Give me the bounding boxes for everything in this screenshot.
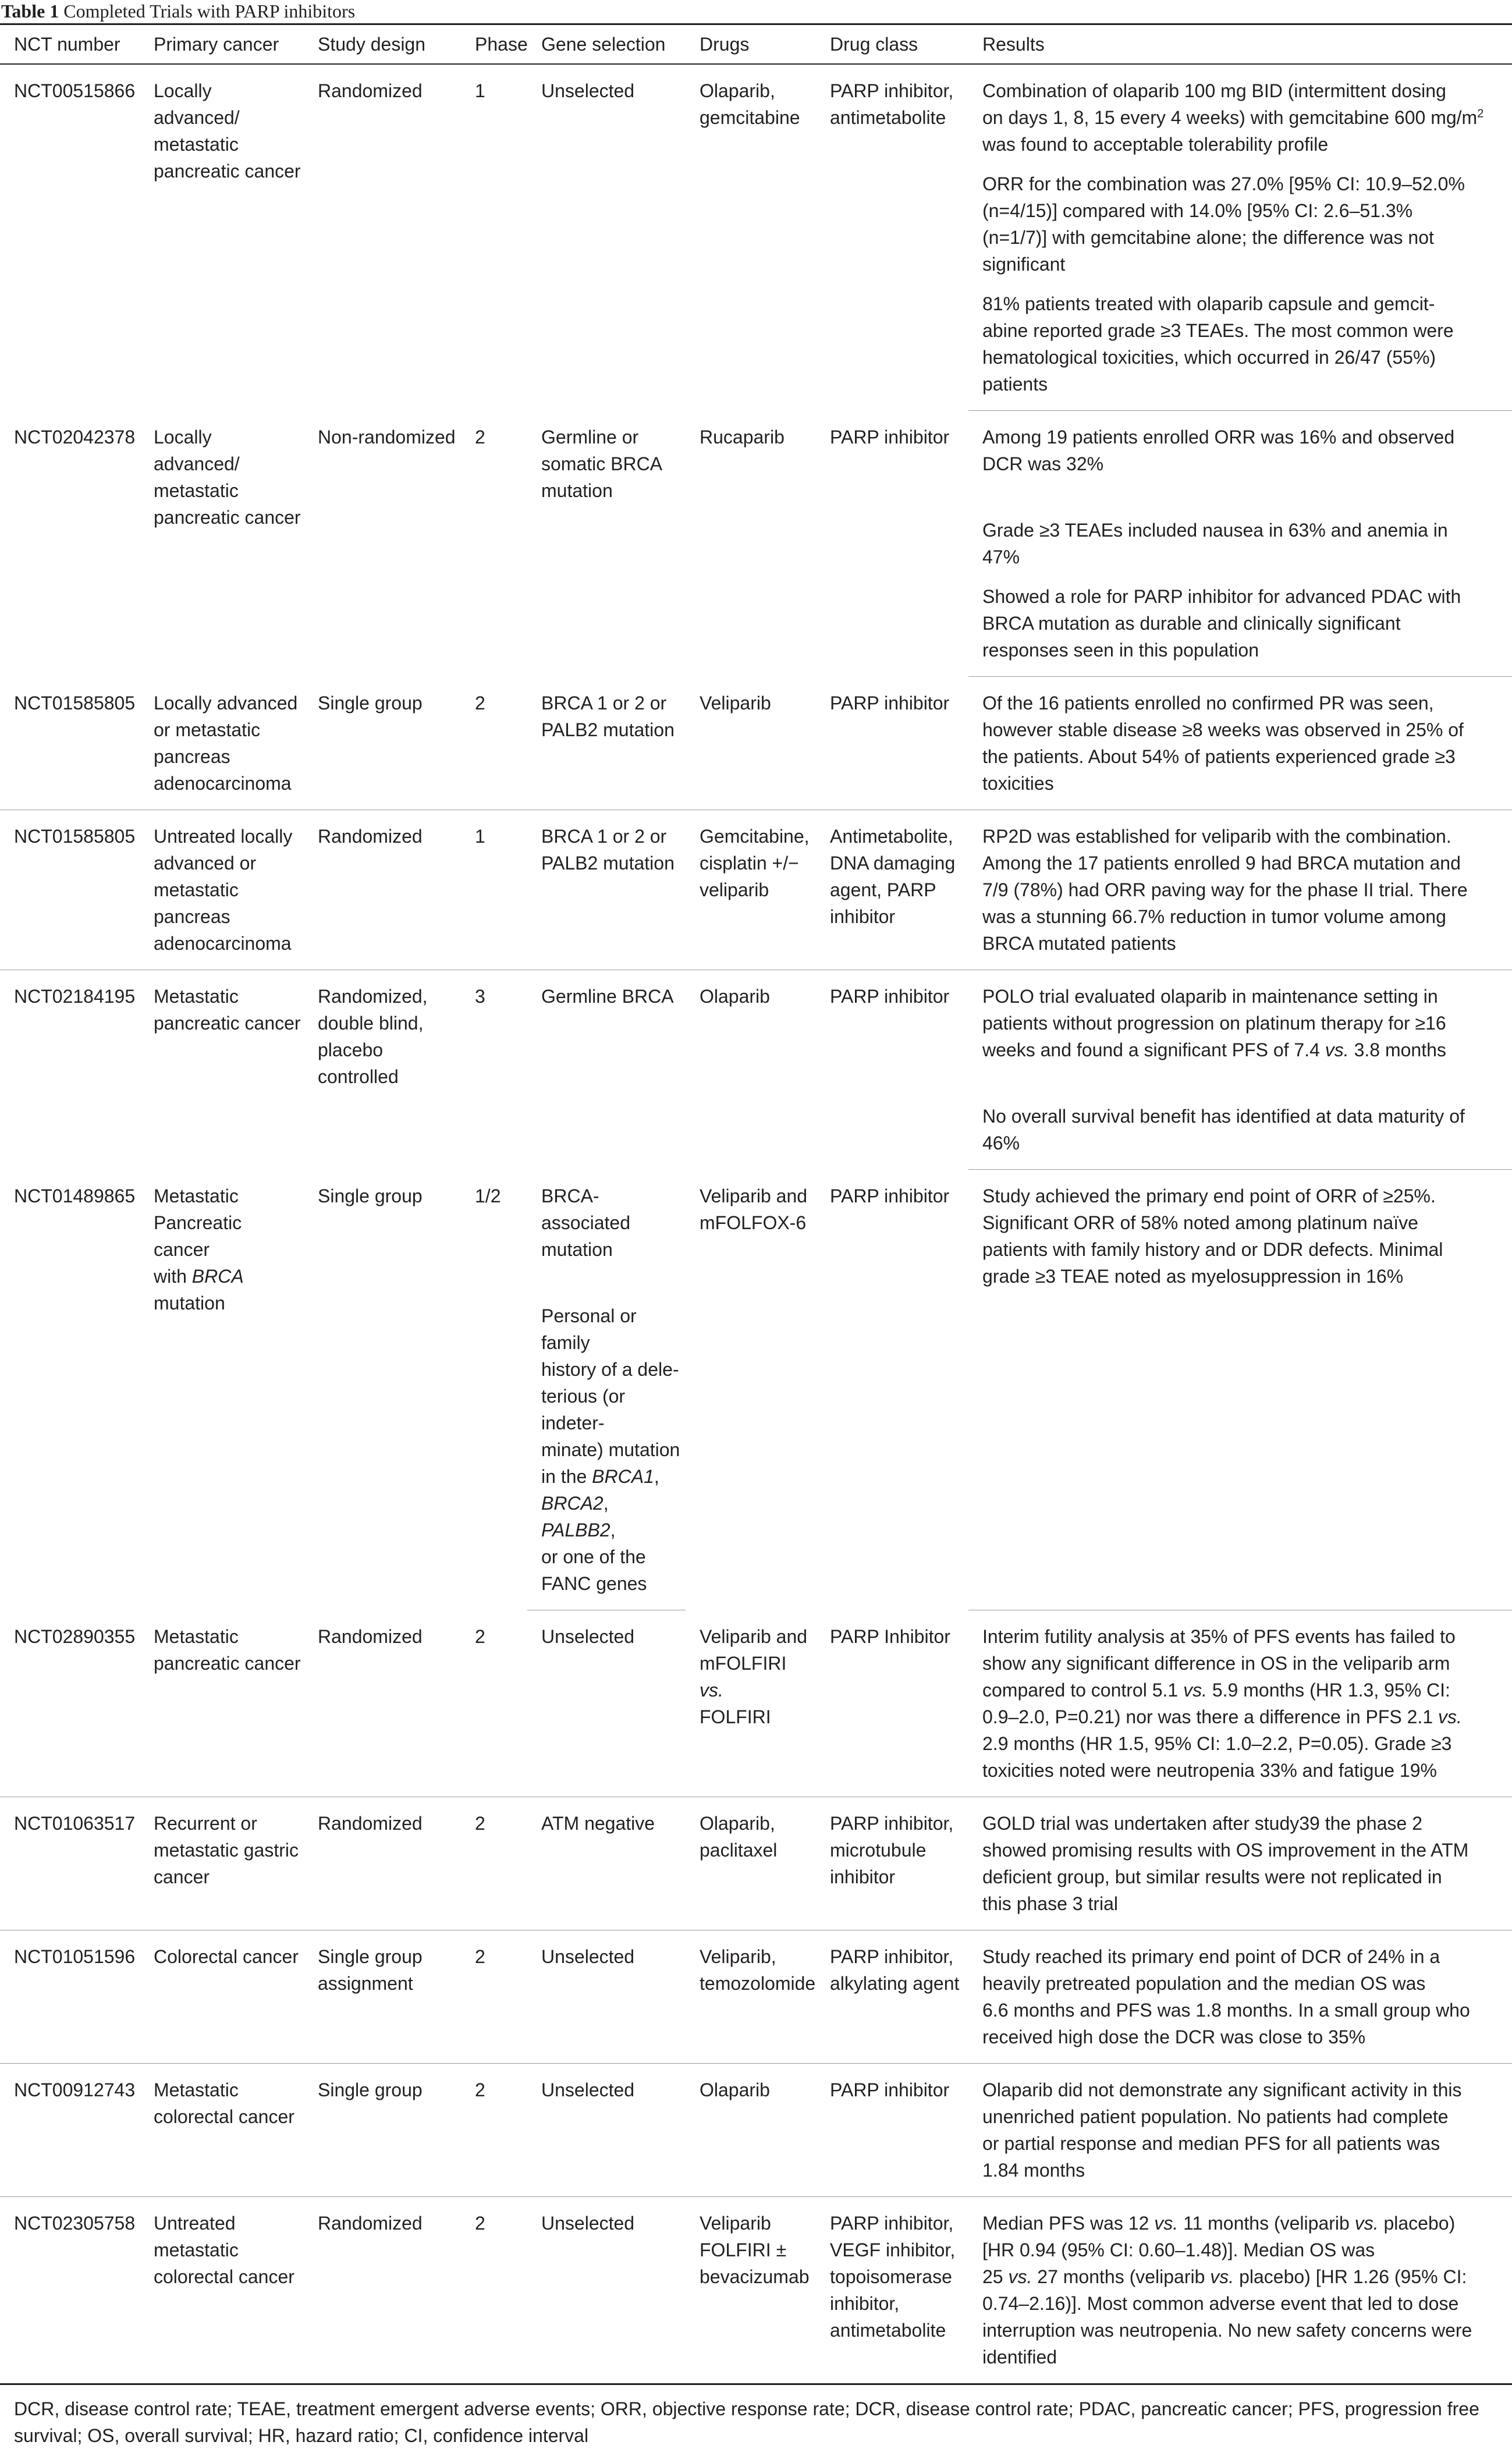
- cell-nct-number: NCT01051596: [0, 1930, 140, 2064]
- cell-drugs: Rucaparib: [700, 426, 785, 448]
- cell-gene-selection: Germline BRCA: [541, 986, 674, 1007]
- table-row: [0, 411, 1512, 505]
- cell-study-design: Single group: [304, 677, 461, 810]
- cell-gene-selection: Unselected: [541, 80, 635, 101]
- trials-table: [0, 23, 1512, 2385]
- table-row: [0, 1930, 1512, 2064]
- cell-study-design: Randomized: [304, 810, 461, 970]
- cell-primary-cancer: Colorectal cancer: [140, 1930, 304, 2064]
- cell-study-design: Single group: [318, 1185, 423, 1206]
- cell-study-design: Randomized: [304, 2197, 461, 2384]
- cell-phase: 2: [461, 2064, 527, 2197]
- cell-study-design: Randomized: [304, 1797, 461, 1930]
- column-header-nct: NCT number: [0, 24, 140, 65]
- cell-results: Study reached its primary end point of DCR of 24% in a heavily pretreated population and the median OS was 6.6 months and PFS was 1.8 months. In a small group who received high dose the DCR was close to 35%: [968, 1930, 1512, 2064]
- cell-drug-class: PARP inhibitor: [830, 1185, 950, 1206]
- cell-phase: 2: [461, 2197, 527, 2384]
- cell-drugs: Olaparib: [700, 986, 770, 1007]
- cell-primary-cancer: Metastatic colorectal cancer: [140, 2064, 304, 2197]
- cell-results: No overall survival benefit has identified at data maturity of 46%: [968, 1090, 1512, 1170]
- cell-primary-cancer: Metastatic pancreatic cancer: [140, 1610, 304, 1797]
- cell-phase: 1/2: [475, 1185, 501, 1206]
- cell-study-design: Single group: [304, 2064, 461, 2197]
- cell-gene-selection-extra: Personal or family history of a dele- terious (or indeter- minate) mutation in the BRCA1, BRCA2, PALBB2, or one of the FANC genes: [527, 1290, 686, 1610]
- cell-primary-cancer: Locally advanced/ metastatic pancreatic cancer: [154, 80, 301, 182]
- column-header-results: Results: [968, 24, 1512, 65]
- table-row: [0, 970, 1512, 1091]
- cell-drug-class: PARP Inhibitor: [816, 1610, 968, 1797]
- cell-results: [968, 1290, 1512, 1610]
- column-header-gene-selection: Gene selection: [527, 24, 686, 65]
- cell-drugs: Veliparib: [686, 677, 816, 810]
- cell-gene-selection: ATM negative: [527, 1797, 686, 1930]
- cell-nct-number: NCT00515866: [14, 80, 136, 101]
- cell-study-design: Randomized, double blind, placebo controlled: [318, 986, 428, 1087]
- cell-drugs: Veliparib FOLFIRI ± bevacizumab: [686, 2197, 816, 2384]
- cell-gene-selection: BRCA 1 or 2 or PALB2 mutation: [527, 810, 686, 970]
- cell-results: Grade ≥3 TEAEs included nausea in 63% and anemia in 47%: [982, 520, 1448, 567]
- cell-drugs: Veliparib, temozolomide: [686, 1930, 816, 2064]
- table-footnote: DCR, disease control rate; TEAE, treatment emergent adverse events; ORR, objective response rate; DCR, disease control rate; PDAC, pancreatic cancer; PFS, progression free survival; OS, overall survival; HR, hazard ratio; CI, confidence interval: [14, 2398, 1479, 2446]
- cell-results: Among 19 patients enrolled ORR was 16% and observed DCR was 32%: [982, 427, 1455, 474]
- cell-gene-selection: Germline or somatic BRCA mutation: [541, 426, 663, 501]
- cell-drugs: Veliparib and mFOLFOX-6: [700, 1185, 808, 1233]
- cell-results: Showed a role for PARP inhibitor for advanced PDAC with BRCA mutation as durable and clinically significant responses seen in this population: [968, 570, 1512, 677]
- cell-results: Interim futility analysis at 35% of PFS events has failed to show any significant difference in OS in the veliparib arm compared to control 5.1 vs. 5.9 months (HR 1.3, 95% CI: 0.9–2.0, P=0.21) nor was there a difference in PFS 2.1 vs. 2.9 months (HR 1.5, 95% CI: 1.0–2.2, P=0.05). Grade ≥3 toxicities noted were neutropenia 33% and fatigue 19%: [968, 1610, 1512, 1797]
- cell-primary-cancer: Metastatic pancreatic cancer: [154, 986, 301, 1034]
- cell-drug-class: PARP inhibitor, VEGF inhibitor, topoisomerase inhibitor, antimetabolite: [816, 2197, 968, 2384]
- cell-gene-selection: BRCA-associated mutation: [541, 1185, 630, 1260]
- cell-phase: 2: [461, 1610, 527, 1797]
- cell-results: RP2D was established for veliparib with the combination. Among the 17 patients enrolled 9 had BRCA mutation and 7/9 (78%) had ORR paving way for the phase II trial. There was a stunning 66.7% reduction in tumor volume among BRCA mutated patients: [968, 810, 1512, 970]
- cell-nct-number: NCT01063517: [0, 1797, 140, 1930]
- table-row: [0, 810, 1512, 970]
- cell-results: Study achieved the primary end point of ORR of ≥25%. Significant ORR of 58% noted among platinum naïve patients with family history and or DDR defects. Minimal grade ≥3 TEAE noted as myelosuppression in 16%: [982, 1186, 1443, 1287]
- cell-phase: 3: [475, 986, 485, 1007]
- cell-primary-cancer: Untreated locally advanced or metastatic pancreas adenocarcinoma: [140, 810, 304, 970]
- cell-drug-class: PARP inhibitor, antimetabolite: [830, 80, 954, 128]
- cell-drug-class: PARP inhibitor: [816, 677, 968, 810]
- cell-drug-class: PARP inhibitor: [830, 426, 950, 448]
- cell-results: Olaparib did not demonstrate any significant activity in this unenriched patient population. No patients had complete or partial response and median PFS for all patients was 1.84 months: [968, 2064, 1512, 2197]
- cell-primary-cancer: Locally advanced or metastatic pancreas adenocarcinoma: [140, 677, 304, 810]
- table-row: [0, 677, 1512, 810]
- cell-study-design: Randomized: [304, 1610, 461, 1797]
- column-header-phase: Phase: [461, 24, 527, 65]
- cell-nct-number: NCT02890355: [0, 1610, 140, 1797]
- table-header-row: [0, 24, 1512, 65]
- cell-drugs: Olaparib, gemcitabine: [700, 80, 800, 128]
- cell-drugs: Olaparib: [686, 2064, 816, 2197]
- table-caption-title: Completed Trials with PARP inhibitors: [63, 1, 356, 22]
- cell-nct-number: NCT02042378: [14, 426, 136, 448]
- cell-results: ORR for the combination was 27.0% [95% CI: 10.9–52.0% (n=4/15)] compared with 14.0% [95% CI: 2.6–51.3% (n=1/7)] with gemcitabine alone; the difference was not significant: [982, 173, 1465, 275]
- cell-drug-class: PARP inhibitor, alkylating agent: [816, 1930, 968, 2064]
- cell-phase: 1: [461, 810, 527, 970]
- table-row: [0, 1610, 1512, 1797]
- cell-drug-class: PARP inhibitor: [830, 986, 950, 1007]
- cell-gene-selection: BRCA 1 or 2 or PALB2 mutation: [527, 677, 686, 810]
- cell-nct-number: NCT01585805: [0, 677, 140, 810]
- table-body: [0, 64, 1512, 2384]
- cell-phase: 2: [475, 426, 485, 448]
- column-header-primary-cancer: Primary cancer: [140, 24, 304, 65]
- cell-phase: 1: [475, 80, 485, 101]
- cell-phase: 2: [461, 1930, 527, 2064]
- cell-gene-selection: Unselected: [527, 2197, 686, 2384]
- cell-results: POLO trial evaluated olaparib in maintenance setting in patients without progression on platinum therapy for ≥16 weeks and found a significant PFS of 7.4 vs. 3.8 months: [982, 986, 1446, 1060]
- cell-study-design: Non-randomized: [318, 426, 456, 448]
- table-row: [0, 1797, 1512, 1930]
- cell-results: GOLD trial was undertaken after study39 the phase 2 showed promising results with OS improvement in the ATM deficient group, but similar results were not replicated in this phase 3 trial: [968, 1797, 1512, 1930]
- cell-drugs: Veliparib and mFOLFIRI vs. FOLFIRI: [686, 1610, 816, 1797]
- table-row: [0, 2197, 1512, 2384]
- cell-results: Of the 16 patients enrolled no confirmed PR was seen, however stable disease ≥8 weeks was observed in 25% of the patients. About 54% of patients experienced grade ≥3 toxicities: [968, 677, 1512, 810]
- column-header-study-design: Study design: [304, 24, 461, 65]
- cell-results: Median PFS was 12 vs. 11 months (veliparib vs. placebo) [HR 0.94 (95% CI: 0.60–1.48)]. Median OS was 25 vs. 27 months (veliparib vs. placebo) [HR 1.26 (95% CI: 0.74–2.16)]. Most common adverse event that led to dose interruption was neutropenia. No new safety concerns were identified: [968, 2197, 1512, 2384]
- cell-study-design: Randomized: [318, 80, 423, 101]
- cell-results: 81% patients treated with olaparib capsule and gemcit- abine reported grade ≥3 TEAEs. The most common were hematological toxicities, which occurred in 26/47 (55%) patients: [968, 278, 1512, 411]
- cell-nct-number: NCT01489865: [14, 1185, 136, 1206]
- column-header-drugs: Drugs: [686, 24, 816, 65]
- cell-study-design: Single group assignment: [304, 1930, 461, 2064]
- table-row: [0, 1170, 1512, 1290]
- cell-results: Combination of olaparib 100 mg BID (intermittent dosing on days 1, 8, 15 every 4 weeks) with gemcitabine 600 $mg/m^2$ was found to acceptable tolerability profile: [982, 80, 1484, 155]
- cell-primary-cancer: Metastatic Pancreatic cancer with BRCA mutation: [154, 1185, 244, 1314]
- table-row: [0, 64, 1512, 158]
- cell-gene-selection: Unselected: [527, 2064, 686, 2197]
- cell-drug-class: PARP inhibitor, microtubule inhibitor: [816, 1797, 968, 1930]
- cell-primary-cancer: Recurrent or metastatic gastric cancer: [140, 1797, 304, 1930]
- cell-nct-number: NCT01585805: [0, 810, 140, 970]
- cell-nct-number: NCT02305758: [0, 2197, 140, 2384]
- cell-primary-cancer: Untreated metastatic colorectal cancer: [140, 2197, 304, 2384]
- cell-nct-number: NCT02184195: [14, 986, 136, 1007]
- column-header-drug-class: Drug class: [816, 24, 968, 65]
- cell-drugs: Olaparib, paclitaxel: [686, 1797, 816, 1930]
- table-caption: [0, 0, 1512, 23]
- cell-gene-selection: Unselected: [527, 1610, 686, 1797]
- cell-drug-class: Antimetabolite, DNA damaging agent, PARP inhibitor: [816, 810, 968, 970]
- table-row: [0, 2064, 1512, 2197]
- cell-primary-cancer: Locally advanced/ metastatic pancreatic cancer: [154, 426, 301, 528]
- cell-drug-class: PARP inhibitor: [816, 2064, 968, 2197]
- cell-phase: 2: [461, 1797, 527, 1930]
- cell-nct-number: NCT00912743: [0, 2064, 140, 2197]
- table-caption-label: Table 1: [1, 1, 59, 22]
- cell-gene-selection: Unselected: [527, 1930, 686, 2064]
- cell-phase: 2: [461, 677, 527, 810]
- cell-drugs: Gemcitabine, cisplatin +/− veliparib: [686, 810, 816, 970]
